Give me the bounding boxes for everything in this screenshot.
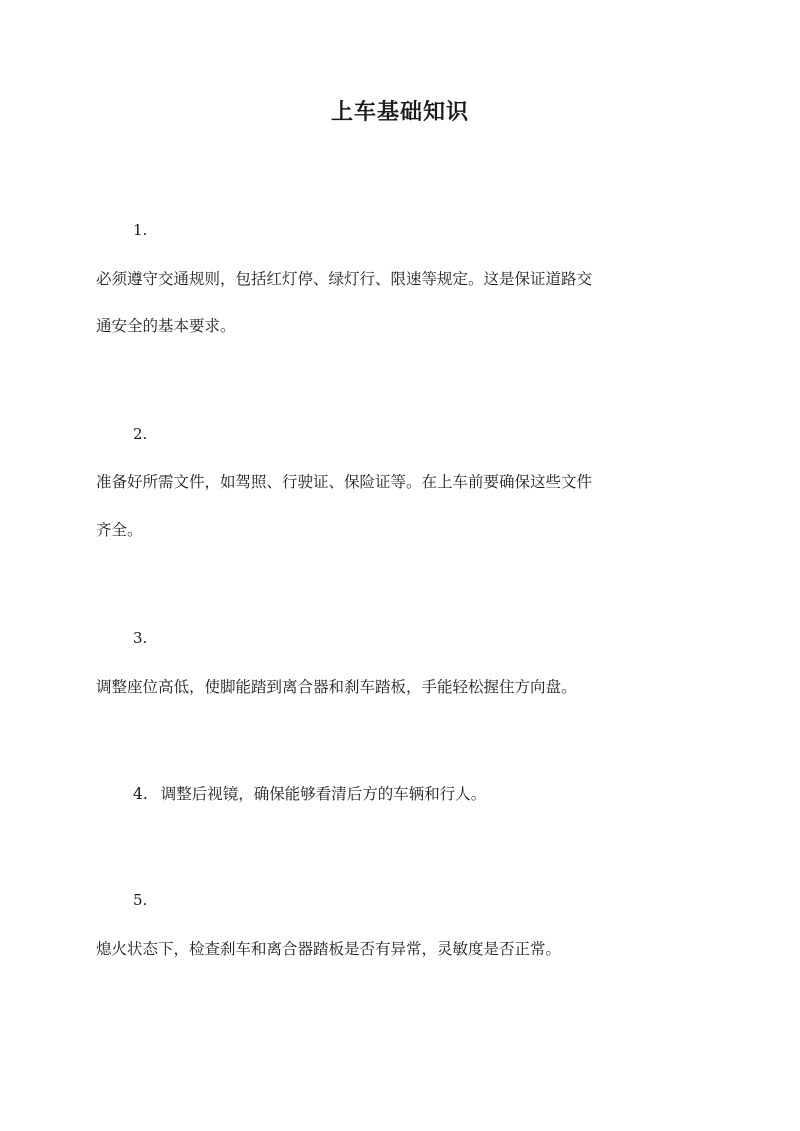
item-1-line-1: 必须遵守交通规则，包括红灯停、绿灯行、限速等规定。这是保证道路交 — [96, 270, 593, 288]
item-4-text: 调整后视镜，确保能够看清后方的车辆和行人。 — [160, 785, 487, 803]
item-5-number: 5. — [133, 891, 148, 909]
item-1-number: 1. — [133, 221, 148, 239]
item-2-line-2: 齐全。 — [96, 521, 143, 539]
item-4 — [133, 782, 486, 806]
item-4-number: 4. — [133, 785, 148, 803]
item-2-line-1: 准备好所需文件，如驾照、行驶证、保险证等。在上车前要确保这些文件 — [96, 473, 593, 491]
item-1-line-2: 通安全的基本要求。 — [96, 317, 236, 335]
item-2-number: 2. — [133, 425, 148, 443]
item-3-line-1: 调整座位高低，使脚能踏到离合器和刹车踏板，手能轻松握住方向盘。 — [96, 678, 577, 696]
item-3-number: 3. — [133, 629, 148, 647]
document-title: 上车基础知识 — [330, 99, 469, 125]
item-5-line-1: 熄火状态下，检查刹车和离合器踏板是否有异常，灵敏度是否正常。 — [96, 940, 562, 958]
